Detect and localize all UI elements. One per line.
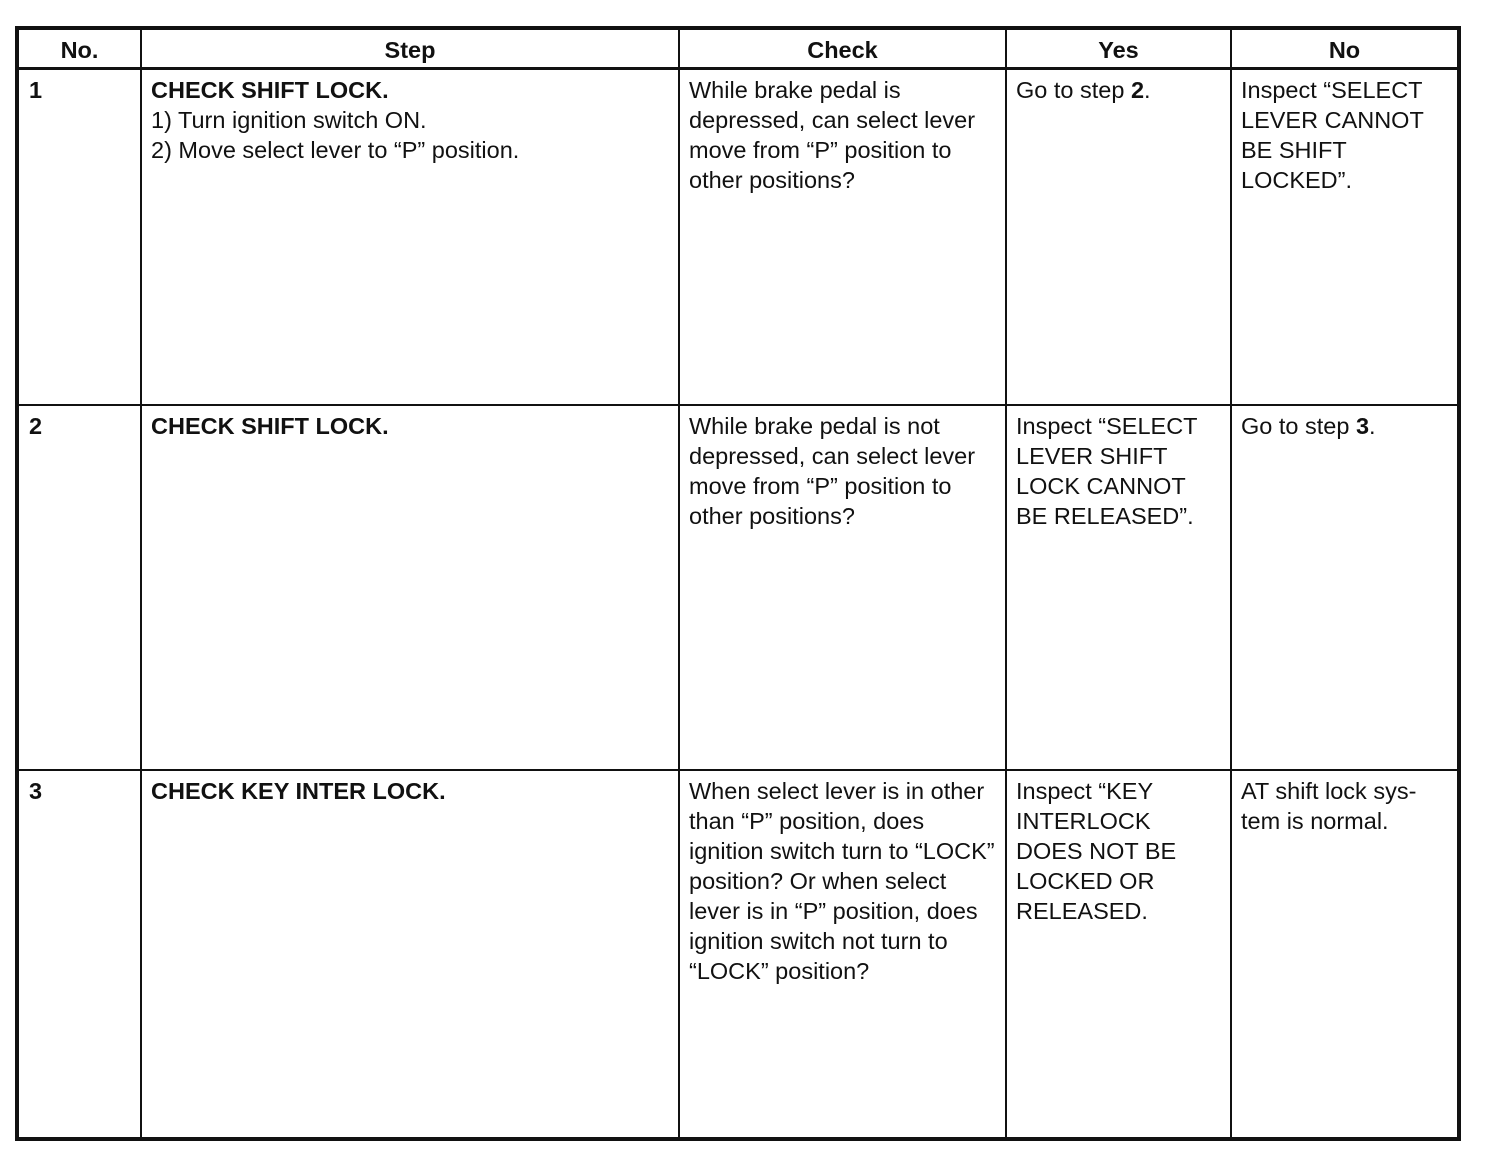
yes-cell (1006, 69, 1231, 406)
table-row (17, 69, 1459, 406)
step-cell (141, 405, 679, 770)
check-cell (679, 69, 1006, 406)
no-cell (1231, 405, 1459, 770)
no-cell (1231, 69, 1459, 406)
check-text: When select lever is in other than “P” position, does ignition switch turn to “LOCK” position? Or when select lever is in “P” position, does ignition switch not turn to “LOCK” position? (689, 778, 995, 984)
no-text: Inspect “SELECT LEVER CANNOT BE SHIFT LOCKED”. (1241, 77, 1424, 193)
step-number: 3 (29, 778, 43, 804)
yes-cell (1006, 405, 1231, 770)
no-step-ref: 3 (1355, 413, 1370, 439)
check-cell (679, 770, 1006, 1139)
check-text: While brake pedal is not depressed, can select lever move from “P” position to other positions? (689, 413, 976, 529)
yes-step-ref: 2 (1130, 77, 1145, 103)
table-row (17, 770, 1459, 1139)
diagnosis-table (15, 26, 1461, 1141)
header-no-result: No (1231, 28, 1459, 69)
step-number-cell (17, 69, 141, 406)
step-number-cell (17, 770, 141, 1139)
step-number-cell (17, 405, 141, 770)
yes-text: Inspect “SELECT LEVER SHIFT LOCK CANNOT BE RELEASED”. (1016, 413, 1198, 529)
yes-text: Inspect “KEY INTERLOCK DOES NOT BE LOCKED OR RELEASED. (1016, 778, 1177, 924)
no-text (1232, 406, 1457, 441)
yes-text (1007, 70, 1230, 105)
step-cell (141, 69, 679, 406)
step-cell (141, 770, 679, 1139)
step-title: CHECK KEY INTER LOCK. (151, 778, 446, 804)
yes-prefix: Go to step (1016, 77, 1131, 103)
step-number: 1 (29, 77, 43, 103)
no-text: AT shift lock sys-tem is normal. (1241, 778, 1417, 834)
header-row (17, 28, 1459, 69)
header-check: Check (679, 28, 1006, 69)
yes-cell (1006, 770, 1231, 1139)
step-title: CHECK SHIFT LOCK. (151, 413, 389, 439)
step-number: 2 (29, 413, 43, 439)
check-text: While brake pedal is depressed, can select lever move from “P” position to other positions? (689, 77, 976, 193)
table-row (17, 405, 1459, 770)
step-title: CHECK SHIFT LOCK. (151, 77, 389, 103)
header-step: Step (141, 28, 679, 69)
step-line: 1) Turn ignition switch ON. (151, 107, 427, 133)
header-yes: Yes (1006, 28, 1231, 69)
check-cell (679, 405, 1006, 770)
no-suffix: . (1369, 413, 1376, 439)
step-line: 2) Move select lever to “P” position. (151, 137, 520, 163)
no-prefix: Go to step (1241, 413, 1356, 439)
no-cell (1231, 770, 1459, 1139)
header-no: No. (17, 28, 141, 69)
yes-suffix: . (1144, 77, 1151, 103)
